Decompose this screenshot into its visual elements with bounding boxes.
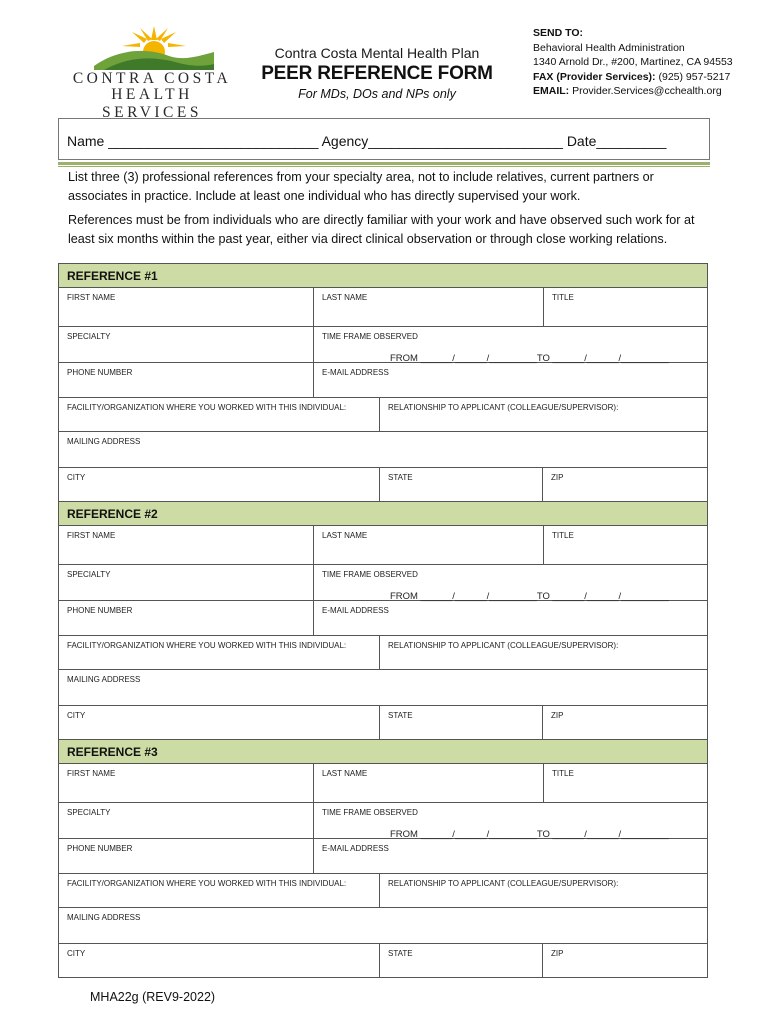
mailing-row bbox=[59, 908, 707, 944]
first-name-field[interactable] bbox=[59, 764, 313, 802]
reference-heading: REFERENCE #2 bbox=[59, 502, 707, 526]
contra-costa-logo bbox=[64, 26, 240, 121]
specialty-label: SPECIALTY bbox=[67, 332, 111, 341]
city-row bbox=[59, 706, 707, 739]
plan-name: Contra Costa Mental Health Plan bbox=[274, 45, 480, 61]
time-frame-field[interactable] bbox=[313, 565, 709, 600]
first-name-field[interactable] bbox=[59, 526, 313, 564]
send-to-heading: SEND TO: bbox=[533, 27, 583, 39]
facility-field[interactable] bbox=[59, 636, 379, 669]
relationship-field[interactable] bbox=[379, 398, 709, 431]
mailing-row bbox=[59, 670, 707, 706]
zip-label: ZIP bbox=[551, 711, 564, 720]
name-row bbox=[59, 764, 707, 803]
phone-field[interactable] bbox=[59, 839, 313, 873]
specialty-field[interactable] bbox=[59, 803, 313, 838]
phone-label: PHONE NUMBER bbox=[67, 606, 133, 615]
divider bbox=[58, 162, 710, 165]
phone-field[interactable] bbox=[59, 363, 313, 397]
first-name-label: FIRST NAME bbox=[67, 293, 116, 302]
first-name-field[interactable] bbox=[59, 288, 313, 326]
email-field[interactable] bbox=[313, 363, 709, 397]
state-label: STATE bbox=[388, 711, 413, 720]
mailing-address-field[interactable] bbox=[59, 432, 709, 467]
fax-label: FAX (Provider Services): bbox=[533, 70, 656, 83]
mailing-address-field[interactable] bbox=[59, 670, 709, 705]
send-to-org: Behavioral Health Administration bbox=[533, 41, 685, 54]
instructions-paragraph-2: References must be from individuals who are directly familiar with your work and have observed such work for at least six months within the past year, either via direct clinical observation or through close working relations. bbox=[68, 213, 695, 246]
title-field[interactable] bbox=[543, 764, 709, 802]
specialty-row bbox=[59, 565, 707, 601]
page-title: PEER REFERENCE FORM bbox=[261, 63, 493, 84]
email-label: EMAIL: bbox=[533, 85, 570, 98]
specialty-field[interactable] bbox=[59, 327, 313, 362]
first-name-label: FIRST NAME bbox=[67, 769, 116, 778]
email-label: E-MAIL ADDRESS bbox=[322, 606, 389, 615]
city-row bbox=[59, 944, 707, 977]
facility-row bbox=[59, 398, 707, 432]
name-row bbox=[59, 526, 707, 565]
last-name-label: LAST NAME bbox=[322, 769, 368, 778]
from-to-dates[interactable]: FROM ______/______/_________TO ______/______/_________ bbox=[390, 829, 669, 840]
reference-heading: REFERENCE #1 bbox=[59, 264, 707, 288]
time-frame-label: TIME FRAME OBSERVED bbox=[322, 808, 418, 817]
divider bbox=[58, 166, 710, 167]
state-field[interactable] bbox=[379, 468, 542, 501]
facility-row bbox=[59, 636, 707, 670]
zip-label: ZIP bbox=[551, 949, 564, 958]
specialty-label: SPECIALTY bbox=[67, 808, 111, 817]
title-label: TITLE bbox=[552, 293, 574, 302]
last-name-field[interactable] bbox=[313, 288, 543, 326]
from-to-dates[interactable]: FROM ______/______/_________TO ______/______/_________ bbox=[390, 591, 669, 602]
state-field[interactable] bbox=[379, 706, 542, 739]
title-label: TITLE bbox=[552, 769, 574, 778]
name-row bbox=[59, 288, 707, 327]
fax-value: (925) 957-5217 bbox=[658, 70, 731, 83]
email-label: E-MAIL ADDRESS bbox=[322, 368, 389, 377]
facility-field[interactable] bbox=[59, 874, 379, 907]
email-label: E-MAIL ADDRESS bbox=[322, 844, 389, 853]
from-to-dates[interactable]: FROM ______/______/_________TO ______/______/_________ bbox=[390, 353, 669, 364]
mailing-row bbox=[59, 432, 707, 468]
logo-line-2: HEALTH SERVICES bbox=[102, 86, 202, 121]
facility-label: FACILITY/ORGANIZATION WHERE YOU WORKED WITH THIS INDIVIDUAL: bbox=[67, 879, 347, 888]
instructions-paragraph-1: List three (3) professional references from your specialty area, not to include relatives, current partners or associates in practice. Include at least one individual who has directly supervised your work. bbox=[68, 170, 654, 203]
facility-label: FACILITY/ORGANIZATION WHERE YOU WORKED WITH THIS INDIVIDUAL: bbox=[67, 403, 347, 412]
zip-field[interactable] bbox=[542, 468, 709, 501]
city-label: CITY bbox=[67, 473, 86, 482]
first-name-label: FIRST NAME bbox=[67, 531, 116, 540]
email-field[interactable] bbox=[313, 839, 709, 873]
contact-row bbox=[59, 363, 707, 398]
phone-label: PHONE NUMBER bbox=[67, 368, 133, 377]
mailing-address-field[interactable] bbox=[59, 908, 709, 943]
email-field[interactable] bbox=[313, 601, 709, 635]
zip-field[interactable] bbox=[542, 944, 709, 977]
facility-row bbox=[59, 874, 707, 908]
phone-label: PHONE NUMBER bbox=[67, 844, 133, 853]
time-frame-field[interactable] bbox=[313, 327, 709, 362]
last-name-field[interactable] bbox=[313, 526, 543, 564]
reference-section-3 bbox=[58, 739, 708, 978]
phone-field[interactable] bbox=[59, 601, 313, 635]
relationship-label: RELATIONSHIP TO APPLICANT (COLLEAGUE/SUPERVISOR): bbox=[388, 879, 619, 888]
last-name-label: LAST NAME bbox=[322, 293, 368, 302]
time-frame-field[interactable] bbox=[313, 803, 709, 838]
logo-line-1: CONTRA COSTA bbox=[72, 70, 232, 87]
specialty-label: SPECIALTY bbox=[67, 570, 111, 579]
title-label: TITLE bbox=[552, 531, 574, 540]
city-label: CITY bbox=[67, 949, 86, 958]
mailing-address-label: MAILING ADDRESS bbox=[67, 437, 141, 446]
sun-hills-icon bbox=[94, 26, 214, 70]
city-field[interactable] bbox=[59, 706, 379, 739]
relationship-field[interactable] bbox=[379, 636, 709, 669]
relationship-label: RELATIONSHIP TO APPLICANT (COLLEAGUE/SUPERVISOR): bbox=[388, 403, 619, 412]
reference-heading: REFERENCE #3 bbox=[59, 740, 707, 764]
city-field[interactable] bbox=[59, 944, 379, 977]
relationship-label: RELATIONSHIP TO APPLICANT (COLLEAGUE/SUPERVISOR): bbox=[388, 641, 619, 650]
last-name-label: LAST NAME bbox=[322, 531, 368, 540]
facility-label: FACILITY/ORGANIZATION WHERE YOU WORKED WITH THIS INDIVIDUAL: bbox=[67, 641, 347, 650]
facility-field[interactable] bbox=[59, 398, 379, 431]
state-label: STATE bbox=[388, 473, 413, 482]
relationship-field[interactable] bbox=[379, 874, 709, 907]
contact-row bbox=[59, 839, 707, 874]
applicant-line[interactable]: Name ___________________________ Agency_________________________ Date_________ bbox=[67, 133, 667, 149]
mailing-address-label: MAILING ADDRESS bbox=[67, 913, 141, 922]
state-label: STATE bbox=[388, 949, 413, 958]
form-revision: MHA22g (REV9-2022) bbox=[90, 990, 216, 1004]
send-to-block bbox=[533, 26, 763, 99]
mailing-address-label: MAILING ADDRESS bbox=[67, 675, 141, 684]
city-row bbox=[59, 468, 707, 501]
city-label: CITY bbox=[67, 711, 86, 720]
specialty-row bbox=[59, 803, 707, 839]
title-field[interactable] bbox=[543, 526, 709, 564]
city-field[interactable] bbox=[59, 468, 379, 501]
title-field[interactable] bbox=[543, 288, 709, 326]
last-name-field[interactable] bbox=[313, 764, 543, 802]
reference-section-1 bbox=[58, 263, 708, 502]
send-to-address: 1340 Arnold Dr., #200, Martinez, CA 94553 bbox=[533, 56, 733, 69]
subtitle: For MDs, DOs and NPs only bbox=[298, 87, 456, 101]
specialty-field[interactable] bbox=[59, 565, 313, 600]
state-field[interactable] bbox=[379, 944, 542, 977]
contact-row bbox=[59, 601, 707, 636]
applicant-info-box bbox=[58, 118, 710, 160]
reference-section-2 bbox=[58, 501, 708, 740]
specialty-row bbox=[59, 327, 707, 363]
email-value[interactable]: Provider.Services@cchealth.org bbox=[572, 85, 722, 98]
zip-label: ZIP bbox=[551, 473, 564, 482]
time-frame-label: TIME FRAME OBSERVED bbox=[322, 332, 418, 341]
zip-field[interactable] bbox=[542, 706, 709, 739]
time-frame-label: TIME FRAME OBSERVED bbox=[322, 570, 418, 579]
